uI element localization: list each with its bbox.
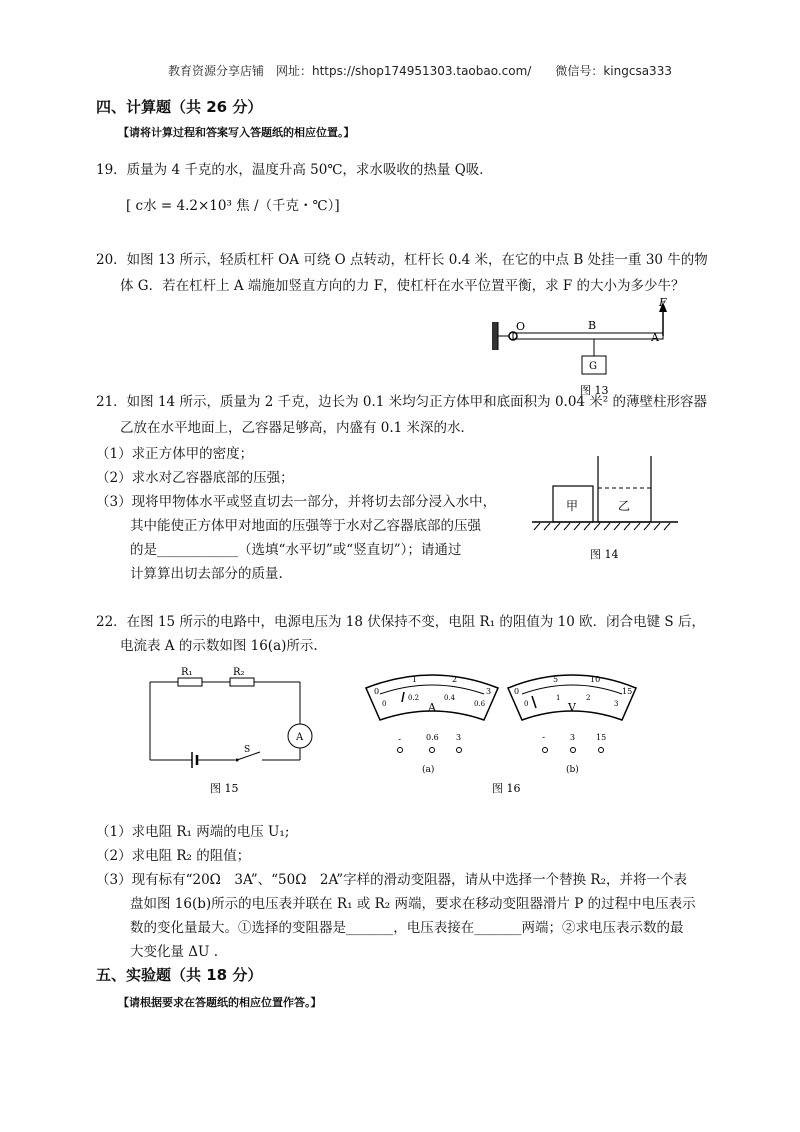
q21-sub1: （1）求正方体甲的密度； [96,446,254,462]
meter-b-bottom-tick: 1 [556,694,561,702]
figure-13-lever [488,296,688,400]
meter-b-bottom-tick: 0 [524,700,529,708]
section-4-note: 【请将计算过程和答案写入答题纸的相应位置。】 [118,126,355,139]
meter-b-terminal: 3 [570,733,576,742]
figure-14 [526,450,686,566]
q22-sub3d: 大变化量 ΔU . [130,944,219,960]
meter-a-bottom-tick: 0.6 [474,700,486,708]
meter-a-terminal: 3 [456,733,462,742]
fig15-label-switch: S [244,745,251,755]
q21-sub3b: 其中能使正方体甲对地面的压强等于水对乙容器底部的压强 [130,518,481,534]
q22-sub3c: 数的变化量最大。①选择的变阻器是_______，电压表接在_______两端；②求电压表示数的最 [130,920,684,936]
meter-b-top-tick: 15 [622,687,633,696]
meter-b-bottom-tick: 3 [614,700,619,708]
q21-sub2: （2）求水对乙容器底部的压强； [96,470,294,486]
fig13-label-a: A [651,331,659,344]
q22-sub3a: （3）现有标有“20Ω 3A”、“50Ω 2A”字样的滑动变阻器，请从中选择一个替换 R₂，并将一个表 [96,872,688,888]
q19-text: 19．质量为 4 千克的水，温度升高 50℃，求水吸收的热量 Q吸． [96,162,493,178]
fig14-caption: 图 14 [590,548,619,561]
meter-a-unit: A [428,701,436,714]
fig13-label-b: B [588,319,597,332]
section-4-title: 四、计算题（共 26 分） [96,98,263,116]
meter-b-top-tick: 10 [590,675,601,684]
q19-formula: [ c水 = 4.2×10³ 焦 /（千克・℃）] [126,198,340,214]
page-header: 教育资源分享店铺 网址：https://shop174951303.taobao.com/ 微信号：kingcsa333 [168,64,672,78]
meter-b-top-tick: 0 [514,687,520,696]
meter-b-bottom-tick: 2 [586,694,591,702]
q22-line1: 22．在图 15 所示的电路中，电源电压为 18 伏保持不变，电阻 R₁ 的阻值为 10 欧．闭合电键 S 后， [96,614,705,630]
fig14-label-jia: 甲 [566,499,579,513]
fig15-label-r2: R₂ [233,667,245,678]
q21-sub3c: 的是____________（选填“水平切”或“竖直切”）；请通过 [130,542,462,558]
section-5-title: 五、实验题（共 18 分） [96,966,263,984]
meter-a-terminal: 0.6 [426,733,439,742]
fig13-caption: 图 13 [580,384,609,397]
figure-15-circuit [140,664,320,796]
meter-a-top-tick: 3 [486,687,492,696]
meter-a-top-tick: 0 [374,687,380,696]
meter-b-terminal: - [542,733,546,743]
q22-sub3b: 盘如图 16(b)所示的电压表并联在 R₁ 或 R₂ 两端，要求在移动变阻器滑片 P 的过程中电压表示 [130,896,696,912]
section-5-note: 【请根据要求在答题纸的相应位置作答。】 [118,996,322,1009]
q21-line2: 乙放在水平地面上，乙容器足够高，内盛有 0.1 米深的水． [120,420,475,436]
q21-sub3a: （3）现将甲物体水平或竖直切去一部分，并将切去部分浸入水中， [96,494,497,510]
q21-sub3d: 计算算出切去部分的质量. [130,566,283,582]
meter-b-unit: V [568,701,576,714]
meter-b-top-tick: 5 [553,675,559,684]
fig16-caption: 图 16 [492,782,521,795]
fig15-label-r1: R₁ [181,667,193,678]
q20-line1: 20．如图 13 所示，轻质杠杆 OA 可绕 O 点转动，杠杆长 0.4 米，在它的中点 B 处挂一重 30 牛的物 [96,252,708,268]
q22-line2: 电流表 A 的示数如图 16(a)所示. [120,638,318,654]
meter-a-terminal: - [398,735,402,745]
fig15-label-ammeter: A [296,732,304,743]
fig13-label-g: G [589,361,597,372]
meter-a-bottom-tick: 0 [382,700,387,708]
figure-16-meters [360,664,650,796]
meter-b-terminal: 15 [596,733,607,742]
meter-a-top-tick: 1 [412,675,418,684]
q22-sub2: （2）求电阻 R₂ 的阻值； [96,848,251,864]
q20-line2: 体 G．若在杠杆上 A 端施加竖直方向的力 F，使杠杆在水平位置平衡，求 F 的大小为多少牛？ [120,278,685,294]
meter-b-label: (b) [566,765,579,775]
meter-a-bottom-tick: 0.4 [444,694,456,702]
meter-a-bottom-tick: 0.2 [408,694,420,702]
fig13-label-f: F [659,296,667,309]
fig15-caption: 图 15 [210,782,239,795]
q22-sub1: （1）求电阻 R₁ 两端的电压 U₁; [96,824,290,840]
meter-a-top-tick: 2 [452,675,458,684]
q21-line1: 21．如图 14 所示，质量为 2 千克，边长为 0.1 米均匀正方体甲和底面积为 0.04 米² 的薄壁柱形容器 [96,394,708,410]
fig13-label-o: O [516,320,526,333]
meter-a-label: (a) [422,765,435,775]
fig14-label-yi: 乙 [618,499,631,513]
